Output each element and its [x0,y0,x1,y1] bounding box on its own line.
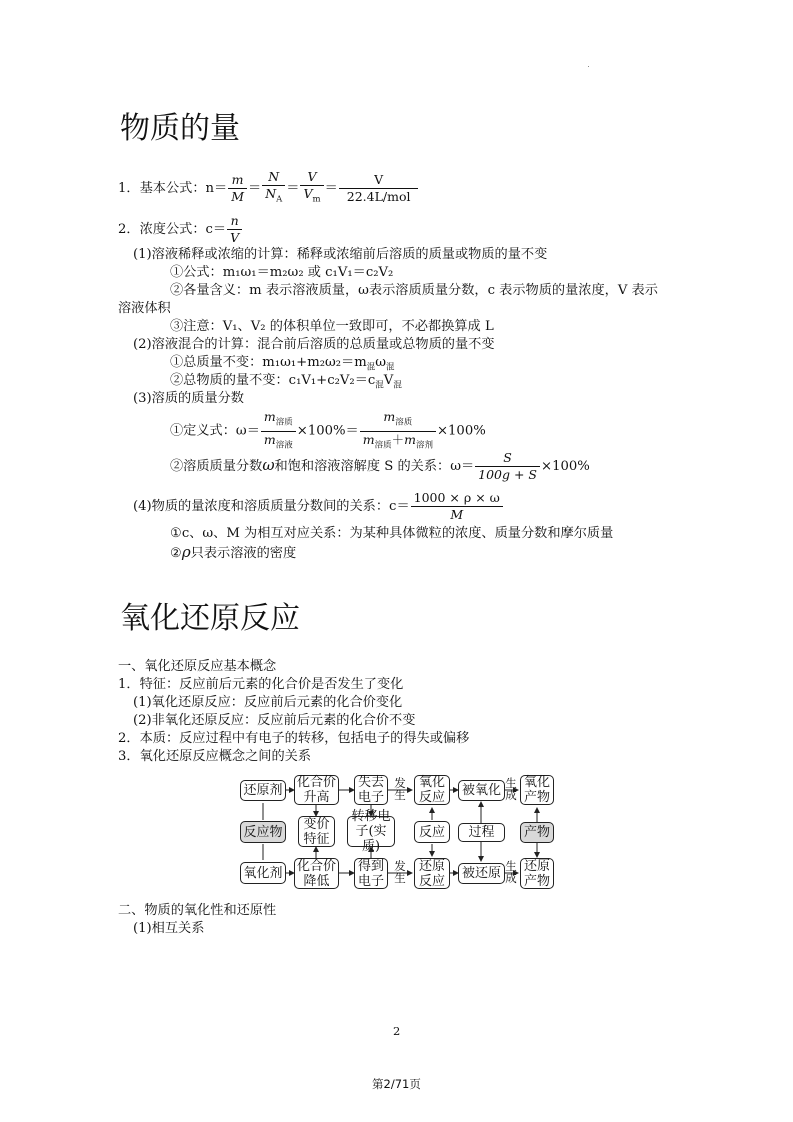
box-valence-up: 化合价 升高 [294,775,339,805]
frac-solute-over-solution: $\frac{m_{溶质}}{m_{溶液}}$ [261,410,296,452]
frac-V-over-molar-volume: $\frac{V}{\text{22.4L/mol}}$ [339,173,419,204]
frac-solute-over-sum: $\frac{m_{溶质}}{m_{溶质}+m_{溶剂}}$ [360,410,436,452]
frac-m-over-M: $\frac{m}{M}$ [228,173,247,204]
relation-note-2: ②ρ只表示溶液的密度 [170,543,297,561]
formula-basic: 1．基本公式：n＝ $\frac{m}{M}$ ＝ $\frac{N}{N_A}$ ＝ $\frac{V}{V_m}$ ＝ $\frac{V}{\text{22.4L/mol}}$ [118,170,419,207]
redox-feature-1: (1)氧化还原反应：反应前后元素的化合价变化 [133,695,403,710]
label-shengcheng-bottom: 生 成 [505,859,517,885]
mixing-mass: ①总质量不变：$m_1\omega_1+m_2\omega_2=m_混\omega_混$ [170,355,395,373]
section-title-moles: 物质的量 [120,111,240,146]
redox-essence: 2．本质：反应过程中有电子的转移，包括电子的得失或偏移 [118,731,470,746]
box-lose-electrons: 失去 电子 [354,775,388,805]
formula-concentration: 2．浓度公式：c＝ $\frac{n}{V}$ [118,214,243,245]
relation-note-1: ①c、ω、M 为相互对应关系：为某种具体微粒的浓度、质量分数和摩尔质量 [170,526,614,541]
frac-S-over-100g-plus-S: $\frac{S}{100g + S}$ [475,451,540,482]
box-electron-transfer: 转移电 子(实质) [347,816,395,847]
frac-V-over-Vm: $\frac{V}{V_m}$ [300,170,323,207]
redox-feature: 1．特征：反应前后元素的化合价是否发生了变化 [118,677,404,692]
formula-relation: (4)物质的量浓度和溶质质量分数间的关系：c＝ $\frac{1000 \times \rho \times \omega}{M}$ [133,491,504,522]
formula-solubility: ②溶质质量分数ω和饱和溶液溶解度 S 的关系：ω＝ $\frac{S}{100g + S}$ ×100% [170,450,590,482]
redox-feature-2: (2)非氧化还原反应：反应前后元素的化合价不变 [133,713,416,728]
redox-heading-2: 二、物质的氧化性和还原性 [118,903,277,918]
label-shengcheng-top: 生 成 [505,776,517,802]
box-process: 过程 [458,823,505,842]
box-oxidation-product: 氧化 产物 [520,775,554,805]
frac-n-over-V: $\frac{n}{V}$ [227,214,242,245]
dilution-meaning-cont: 溶液体积 [118,301,171,316]
box-reduction-product: 还原 产物 [520,858,554,889]
box-reducing-agent: 还原剂 [240,780,286,801]
box-reduced: 被还原 [458,863,505,884]
box-valence-change: 变价 特征 [298,816,335,847]
dilution-formula: ①公式：m₁ω₁＝m₂ω₂ 或 c₁V₁＝c₂V₂ [170,265,394,280]
formula-basic-label: 1．基本公式：n＝ [118,180,228,196]
box-reaction: 反应 [414,821,450,843]
box-gain-electrons: 得到 电子 [354,858,388,889]
formula-mass-fraction: ①定义式：ω＝ $\frac{m_{溶质}}{m_{溶液}}$ ×100%＝ $\frac{m_{溶质}}{m_{溶质}+m_{溶剂}}$ ×100% [170,409,486,450]
box-reduction-reaction: 还原 反应 [414,858,450,889]
dilution-note: ③注意：V₁、V₂ 的体积单位一致即可，不必都换算成 L [170,319,494,334]
box-products: 产物 [520,822,554,843]
box-oxidizing-agent: 氧化剂 [240,862,286,884]
mixing-moles: ②总物质的量不变：$c_1V_1+c_2V_2=c_混V_混$ [170,373,402,391]
scan-dot [588,66,589,67]
box-reactants: 反应物 [240,821,286,843]
frac-N-over-NA: $\frac{N}{N_A}$ [262,170,285,207]
page-number: 2 [393,1024,401,1038]
page-footer: 第2/71页 [372,1077,421,1091]
frac-1000-rho-omega-over-M: $\frac{1000 \times \rho \times \omega}{M}$ [411,491,503,522]
mass-fraction-heading: (3)溶质的质量分数 [133,391,244,406]
box-valence-down: 化合价 降低 [294,858,339,889]
section-title-redox: 氧化还原反应 [120,601,300,636]
dilution-meaning: ②各量含义：m 表示溶液质量，ω表示溶质质量分数，c 表示物质的量浓度，V 表示 [170,283,658,298]
redox-mutual-relation: (1)相互关系 [133,921,205,936]
label-fasheng-top: 发 生 [394,776,406,802]
mixing-heading: (2)溶液混合的计算：混合前后溶质的总质量或总物质的量不变 [133,337,495,352]
redox-concept-diagram [240,774,554,894]
redox-relations: 3．氧化还原反应概念之间的关系 [118,749,312,764]
label-fasheng-bottom: 发 生 [394,859,406,885]
redox-heading-1: 一、氧化还原反应基本概念 [118,659,277,674]
dilution-heading: (1)溶液稀释或浓缩的计算：稀释或浓缩前后溶质的质量或物质的量不变 [133,247,548,262]
box-oxidized: 被氧化 [458,780,505,801]
box-oxidation-reaction: 氧化 反应 [414,775,450,805]
